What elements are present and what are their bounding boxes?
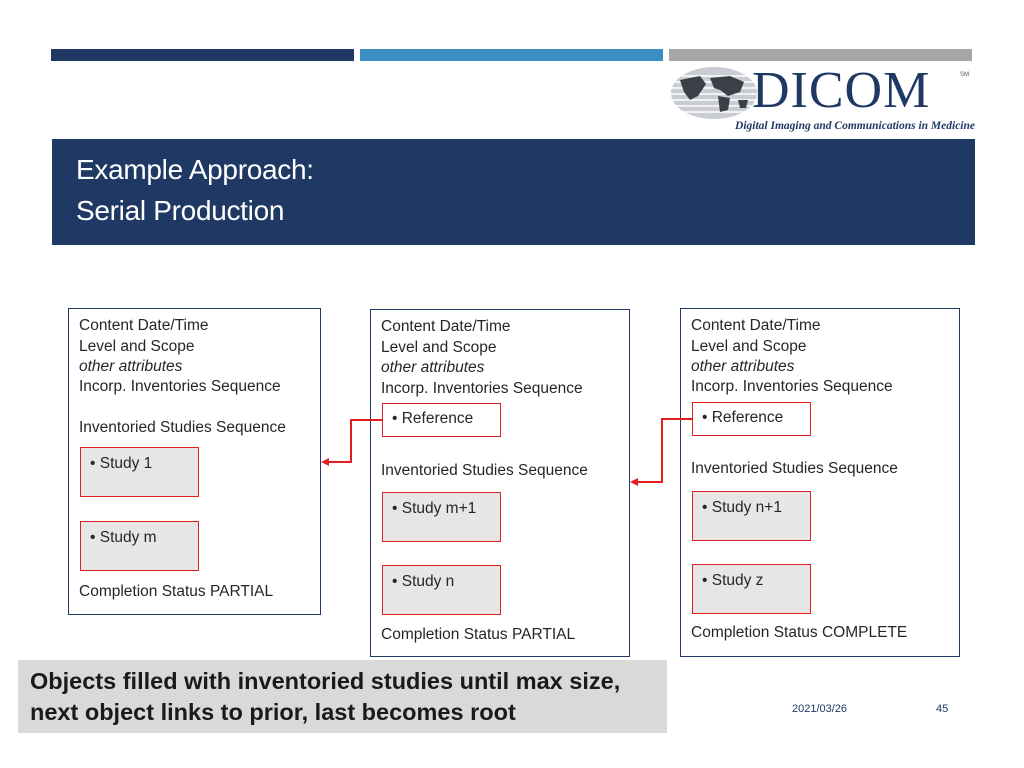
study-box [80,447,199,497]
study-label: • Study z [702,572,763,590]
attr-content-datetime: Content Date/Time [691,317,821,334]
inventoried-studies-label: Inventoried Studies Sequence [79,419,286,436]
slide-title-line2: Serial Production [76,195,285,226]
inventoried-studies-label: Inventoried Studies Sequence [691,460,898,477]
object-panel-2 [370,309,630,657]
attr-other: other attributes [79,358,183,375]
attr-content-datetime: Content Date/Time [79,317,209,334]
attr-level-scope: Level and Scope [381,339,497,356]
page-number: 45 [936,703,949,715]
object-panel-3 [680,308,960,657]
completion-status: Completion Status PARTIAL [79,583,274,600]
slide-title-bar [52,139,975,245]
study-box [80,521,199,571]
study-box [382,565,501,615]
attr-incorp-inventories: Incorp. Inventories Sequence [381,380,583,397]
study-label: • Study n [392,573,454,591]
attr-other: other attributes [691,358,795,375]
caption-line1: Objects filled with inventoried studies until max size, [30,668,621,694]
dicom-wordmark: DICOM [752,62,931,119]
accent-bar-blue [360,49,663,61]
accent-bar-navy [51,49,354,61]
attr-content-datetime: Content Date/Time [381,318,511,335]
study-label: • Study 1 [90,455,152,473]
completion-status: Completion Status COMPLETE [691,624,908,641]
caption-line2: next object links to prior, last becomes root [30,699,516,725]
attr-level-scope: Level and Scope [691,338,807,355]
study-label: • Study m+1 [392,500,476,518]
footer-date: 2021/03/26 [792,703,848,715]
object-panel-1 [68,308,321,615]
service-mark: SM [960,72,969,78]
globe-icon [670,66,758,120]
study-box [692,564,811,614]
attr-level-scope: Level and Scope [79,338,195,355]
attr-incorp-inventories: Incorp. Inventories Sequence [691,378,893,395]
study-label: • Study n+1 [702,499,782,517]
study-box [382,492,501,542]
dicom-logo [670,64,975,136]
study-label: • Study m [90,529,157,547]
slide-title-line1: Example Approach: [76,154,314,185]
summary-caption [18,660,667,733]
study-box [692,491,811,541]
reference-label: • Reference [392,410,473,428]
dicom-tagline: Digital Imaging and Communications in Medicine [735,120,975,132]
reference-box [382,403,501,437]
inventoried-studies-label: Inventoried Studies Sequence [381,462,588,479]
reference-box [692,402,811,436]
attr-other: other attributes [381,359,485,376]
completion-status: Completion Status PARTIAL [381,626,576,643]
reference-label: • Reference [702,409,783,427]
attr-incorp-inventories: Incorp. Inventories Sequence [79,378,281,395]
